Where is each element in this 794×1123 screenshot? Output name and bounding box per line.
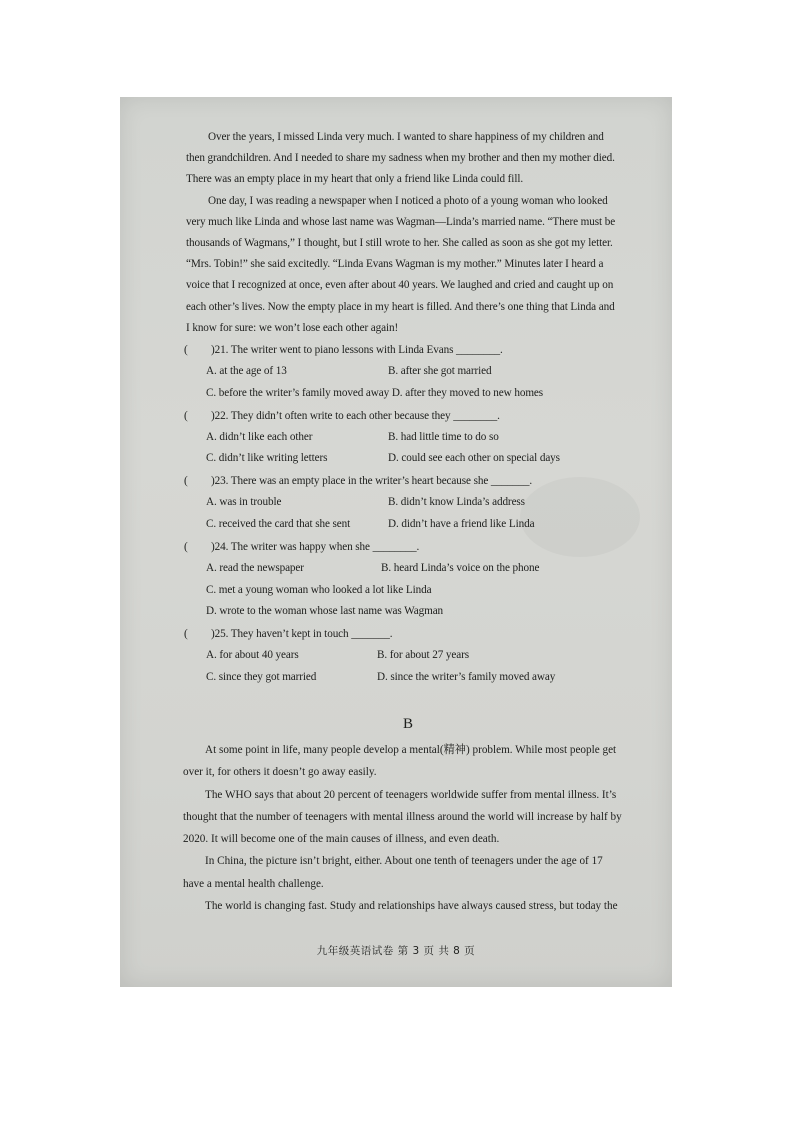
answer-paren: ( — [184, 628, 188, 641]
passage-a — [186, 127, 618, 741]
question-22 — [186, 405, 618, 471]
passage-b-paragraph-4: The world is changing fast. Study and relationships have always caused stress, but today the — [205, 900, 618, 913]
section-b-title: B — [403, 715, 413, 732]
option-a: A. didn’t like each other — [206, 430, 313, 443]
option-d: D. wrote to the woman whose last name was Wagman — [206, 605, 444, 618]
question-stem: )25. They haven’t kept in touch _______. — [211, 628, 393, 641]
option-c: C. since they got married — [206, 671, 317, 683]
option-d: D. after they moved to new homes — [391, 386, 544, 399]
passage-b-paragraph-1: At some point in life, many people develop a mental(精神) problem. While most people get over it, for others it doesn’t go away easily. — [183, 744, 617, 779]
option-c: C. before the writer’s family moved away — [206, 386, 390, 399]
option-d: D. didn’t have a friend like Linda — [388, 518, 535, 531]
question-stem: )24. The writer was happy when she ________. — [211, 540, 420, 553]
page-footer: 九年级英语试卷 第 3 页 共 8 页 — [316, 945, 476, 957]
question-21 — [186, 339, 618, 405]
option-a: A. was in trouble — [206, 496, 282, 509]
question-stem: )22. They didn’t often write to each other because they ________. — [211, 409, 500, 422]
option-a: A. read the newspaper — [206, 561, 304, 574]
question-24 — [186, 536, 618, 623]
option-b: B. heard Linda’s voice on the phone — [381, 561, 540, 574]
answer-paren: ( — [184, 475, 188, 488]
option-a: A. at the age of 13 — [206, 365, 287, 378]
option-c: C. didn’t like writing letters — [206, 452, 328, 465]
option-b: B. had little time to do so — [388, 430, 499, 443]
option-d: D. could see each other on special days — [388, 452, 560, 465]
option-b: B. after she got married — [388, 365, 492, 378]
answer-paren: ( — [184, 409, 188, 422]
question-23 — [186, 470, 618, 536]
passage-b-paragraph-3: In China, the picture isn’t bright, either. About one tenth of teenagers under the age of 17 have a mental health challenge. — [183, 855, 603, 890]
answer-paren: ( — [184, 344, 188, 357]
passage-a-paragraph-2: One day, I was reading a newspaper when I noticed a photo of a young woman who looked very much like Linda and whose last name was Wagman—Linda’s married name. “There must be thousands of Wagmans,” I thought, but I still wrote to her. She called as soon as she got my letter. “Mrs. Tobin!” she said excitedly. “Linda Evans Wagman is my mother.” Minutes later I heard a voice that I recognized at once, even after about 40 years. We laughed and cried and caught up on each other’s lives. Now the empty place in my heart is filled. And there’s one thing that Linda and I know for sure: we won’t lose each other again! — [186, 194, 616, 334]
option-d: D. since the writer’s family moved away — [377, 671, 556, 683]
option-b: B. didn’t know Linda’s address — [388, 496, 525, 509]
option-c: C. received the card that she sent — [206, 518, 351, 531]
option-b: B. for about 27 years — [377, 649, 470, 662]
question-stem: )21. The writer went to piano lessons with Linda Evans ________. — [211, 344, 503, 357]
passage-b-paragraph-2: The WHO says that about 20 percent of teenagers worldwide suffer from mental illness. It’s thought that the number of teenagers with mental illness around the world will increase by half by 2020. It will become one of the main causes of illness, and even death. — [183, 788, 622, 846]
question-stem: )23. There was an empty place in the writer’s heart because she _______. — [211, 475, 533, 488]
scanned-exam-page — [120, 97, 672, 987]
option-a: A. for about 40 years — [206, 649, 299, 662]
answer-paren: ( — [184, 540, 188, 553]
passage-b — [183, 739, 623, 917]
option-c: C. met a young woman who looked a lot like Linda — [206, 583, 432, 596]
option-c-d — [206, 383, 543, 405]
passage-a-paragraph-1: Over the years, I missed Linda very much. I wanted to share happiness of my children and then grandchildren. And I needed to share my sadness when my brother and then my mother died. There was an empty place in my heart that only a friend like Linda could fill. — [186, 131, 615, 186]
question-25 — [186, 623, 618, 689]
